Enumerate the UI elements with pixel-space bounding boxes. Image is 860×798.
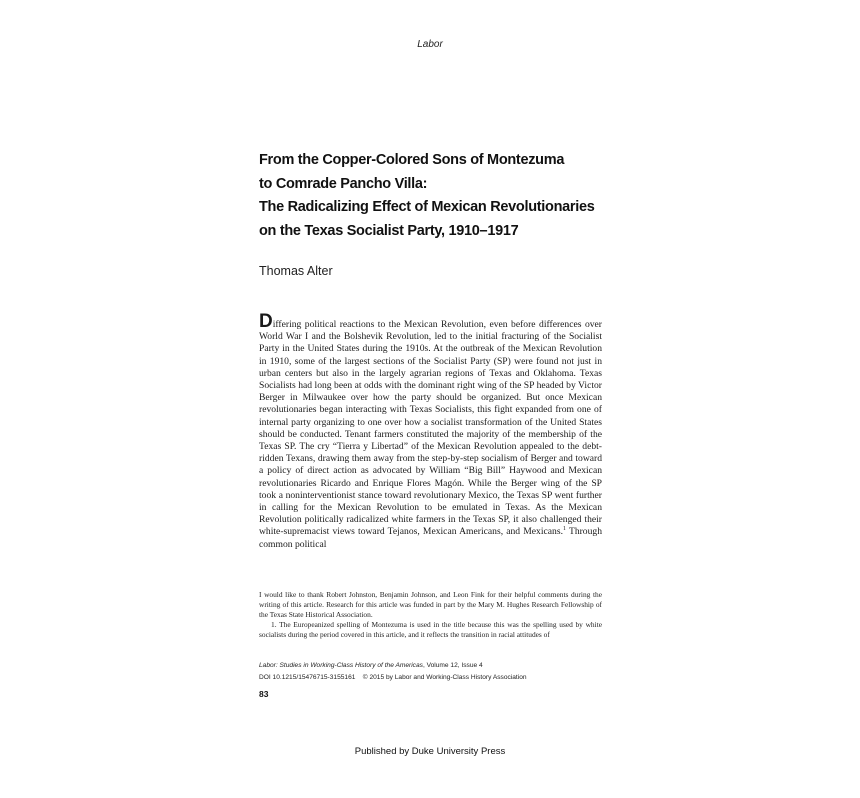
body-paragraph: iffering political reactions to the Mexican Revolution, even before differences over World War I and the Bolshevik Revolution, led to the initial fracturing of the Socialist Party in the United States during the 1910s. At the outbreak of the Mexican Revolution in 1910, some of the largest sections of the Socialist Party (SP) were found not just in urban centers but also in the largely agrarian regions of Texas and Oklahoma. Texas Socialists had long been at odds with the dominant right wing of the SP headed by Victor Berger in Milwaukee over how the party should be organized. But once Mexican revolutionaries began interacting with Texas Socialists, this fight expanded from one of internal party organizing to one over how a socialist transformation of the United States should be conducted. Tenant farmers constituted the majority of the membership of the Texas SP. The cry “Tierra y Libertad” of the Mexican Revolution appealed to the debt-ridden Texans, drawing them away from the step-by-step socialism of Berger and toward a policy of direct action as advocated by William “Big Bill” Haywood and Mexican revolutionaries Ricardo and Enrique Flores Magón. While the Berger wing of the SP took a noninterventionist stance toward revolutionary Mexico, the Texas SP went further in calling for the Mexican Revolution to be emulated in Texas. As the Mexican Revolution politically radicalized white farmers in the Texas SP, it also challenged their white-supremacist views toward Tejanos, Mexican Americans, and Mexicans. <box>259 319 602 538</box>
body-paragraph-continued: Through common political <box>259 526 602 550</box>
doi-line: DOI 10.1215/15476715-3155161 © 2015 by Labor and Working-Class History Association <box>259 673 527 681</box>
article-body <box>259 311 602 551</box>
title-line: From the Copper-Colored Sons of Montezuma <box>259 152 565 168</box>
footnote-marker[interactable]: 1 <box>562 526 566 533</box>
journal-info <box>259 660 602 683</box>
author-name: Thomas Alter <box>259 264 333 278</box>
title-line: to Comrade Pancho Villa: <box>259 175 428 192</box>
running-head: Labor <box>417 39 443 50</box>
title-line: The Radicalizing Effect of Mexican Revolutionaries <box>259 199 595 215</box>
page-number: 83 <box>259 689 269 699</box>
drop-cap: D <box>259 311 273 332</box>
acknowledgment-note: I would like to thank Robert Johnston, Benjamin Johnson, and Leon Fink for their helpful comments during the writing of this article. Research for this article was funded in part by the Mary M. Hughes Research Fellowship of the Texas State Historical Association. <box>259 590 602 620</box>
footnote-1: 1. The Europeanized spelling of Montezuma is used in the title because this was the spelling used by white socialists during the period covered in this article, and it reflects the transition in racial attitudes of <box>259 620 602 640</box>
journal-issue: , Volume 12, Issue 4 <box>422 662 483 669</box>
publisher-footer: Published by Duke University Press <box>354 746 506 757</box>
title-line: on the Texas Socialist Party, 1910–1917 <box>259 222 519 239</box>
footnotes <box>259 590 602 640</box>
journal-title: Labor: Studies in Working-Class History of the Americas <box>259 662 423 669</box>
journal-citation <box>259 660 602 672</box>
article-title <box>259 149 659 243</box>
